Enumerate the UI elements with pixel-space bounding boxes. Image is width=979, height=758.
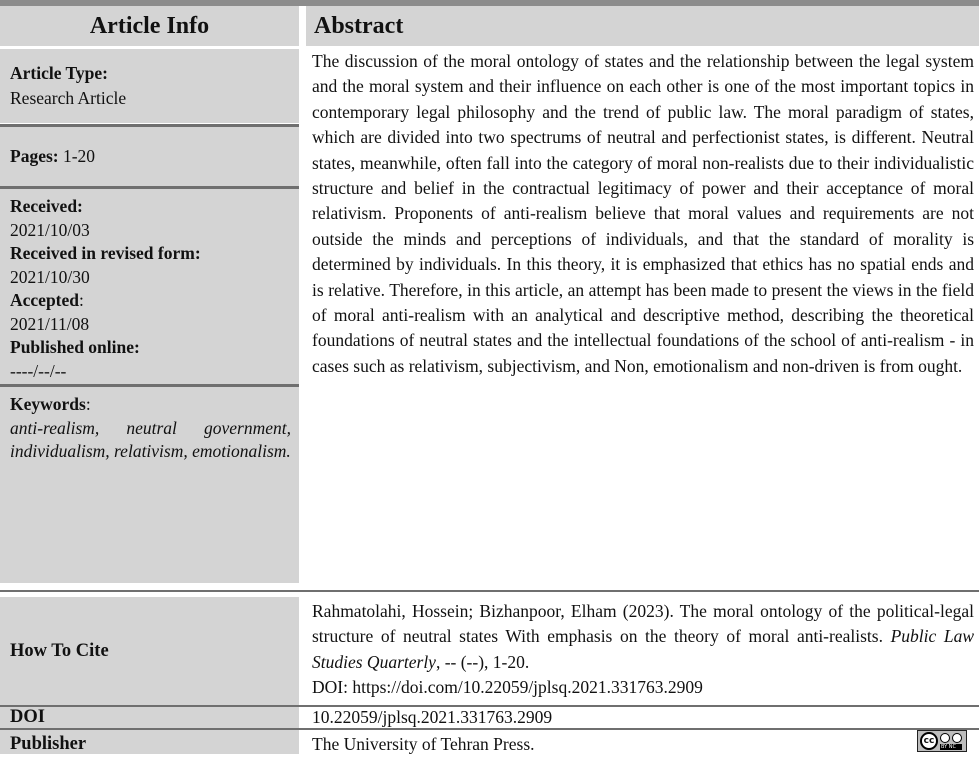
revised-value: 2021/10/30 [10,266,90,287]
license-terms: BY NC [940,744,962,750]
published-value: ----/--/-- [10,360,67,381]
article-type-label: Article Type: [10,63,109,83]
accepted-label: Accepted [10,290,80,310]
accepted-value: 2021/11/08 [10,313,90,334]
how-to-cite-label: How To Cite [0,597,299,705]
citation-text [312,599,974,701]
article-type-cell [0,49,299,123]
revised-label: Received in revised form: [10,243,201,263]
keywords-cell [0,387,299,583]
accepted-colon: : [79,290,84,310]
keywords-value: anti-realism, neutral government, individualism, relativism, emotionalism. [10,417,291,461]
keywords-label: Keywords [10,394,86,414]
citation-text-before: Rahmatolahi, Hossein; Bizhanpoor, Elham (2023). The moral ontology of the political-legal structure of neutral states With emphasis on the theory of moral anti-realists. [312,601,974,647]
publisher-value: The University of Tehran Press. [312,734,535,754]
citation-journal: Public Law Studies Quarterly [312,626,974,672]
published-label: Published online: [10,337,140,357]
pages-value: 1-20 [58,146,96,166]
nc-icon [952,733,962,743]
article-type-value: Research Article [10,88,127,108]
received-value: 2021/10/03 [10,219,90,240]
by-icon [940,733,950,743]
abstract-heading: Abstract [306,6,979,46]
dates-cell [0,189,299,384]
citation-doi-link[interactable]: DOI: https://doi.com/10.22059/jplsq.2021.331763.2909 [312,677,703,698]
pages-label: Pages: [10,146,59,166]
cc-icon: cc [920,732,938,750]
cc-license-badge[interactable] [917,730,967,752]
doi-label: DOI [0,707,299,728]
article-info-heading: Article Info [0,6,299,46]
divider [0,590,979,592]
keywords-colon: : [85,394,91,414]
publisher-label: Publisher [0,730,299,754]
received-label: Received: [10,196,83,216]
pages-cell [0,127,299,186]
citation-text-after: , -- (--), 1-20. [435,651,530,672]
abstract-text: The discussion of the moral ontology of states and the relationship between the legal system and the moral system and their influence on each other is one of the most important topics in contemporary legal philosophy and the trend of public law. The moral paradigm of states, which are divided into two spectrums of neutral and perfectionist states, is different. Neutral states, meanwhile, often fall into the category of moral non-realists due to their individualistic structure and belief in the contractual legitimacy of power and their acceptance of moral relativism. Proponents of anti-realism believe that moral values and requirements are not outside the minds and perceptions of individuals, and that the standard of morality is determined by individuals. In this theory, it is emphasized that ethics has no spatial ends and is relative. Therefore, in this article, an attempt has been made to present the views in the field of moral anti-realism with an analytical and descriptive method, describing the theoretical foundations of neutral states and the intellectual foundations of the school of anti-realism - in cases such as relativism, subjectivism, and Non, emotionalism and non-driven is from ought. [312,51,974,376]
doi-value[interactable]: 10.22059/jplsq.2021.331763.2909 [312,707,553,727]
